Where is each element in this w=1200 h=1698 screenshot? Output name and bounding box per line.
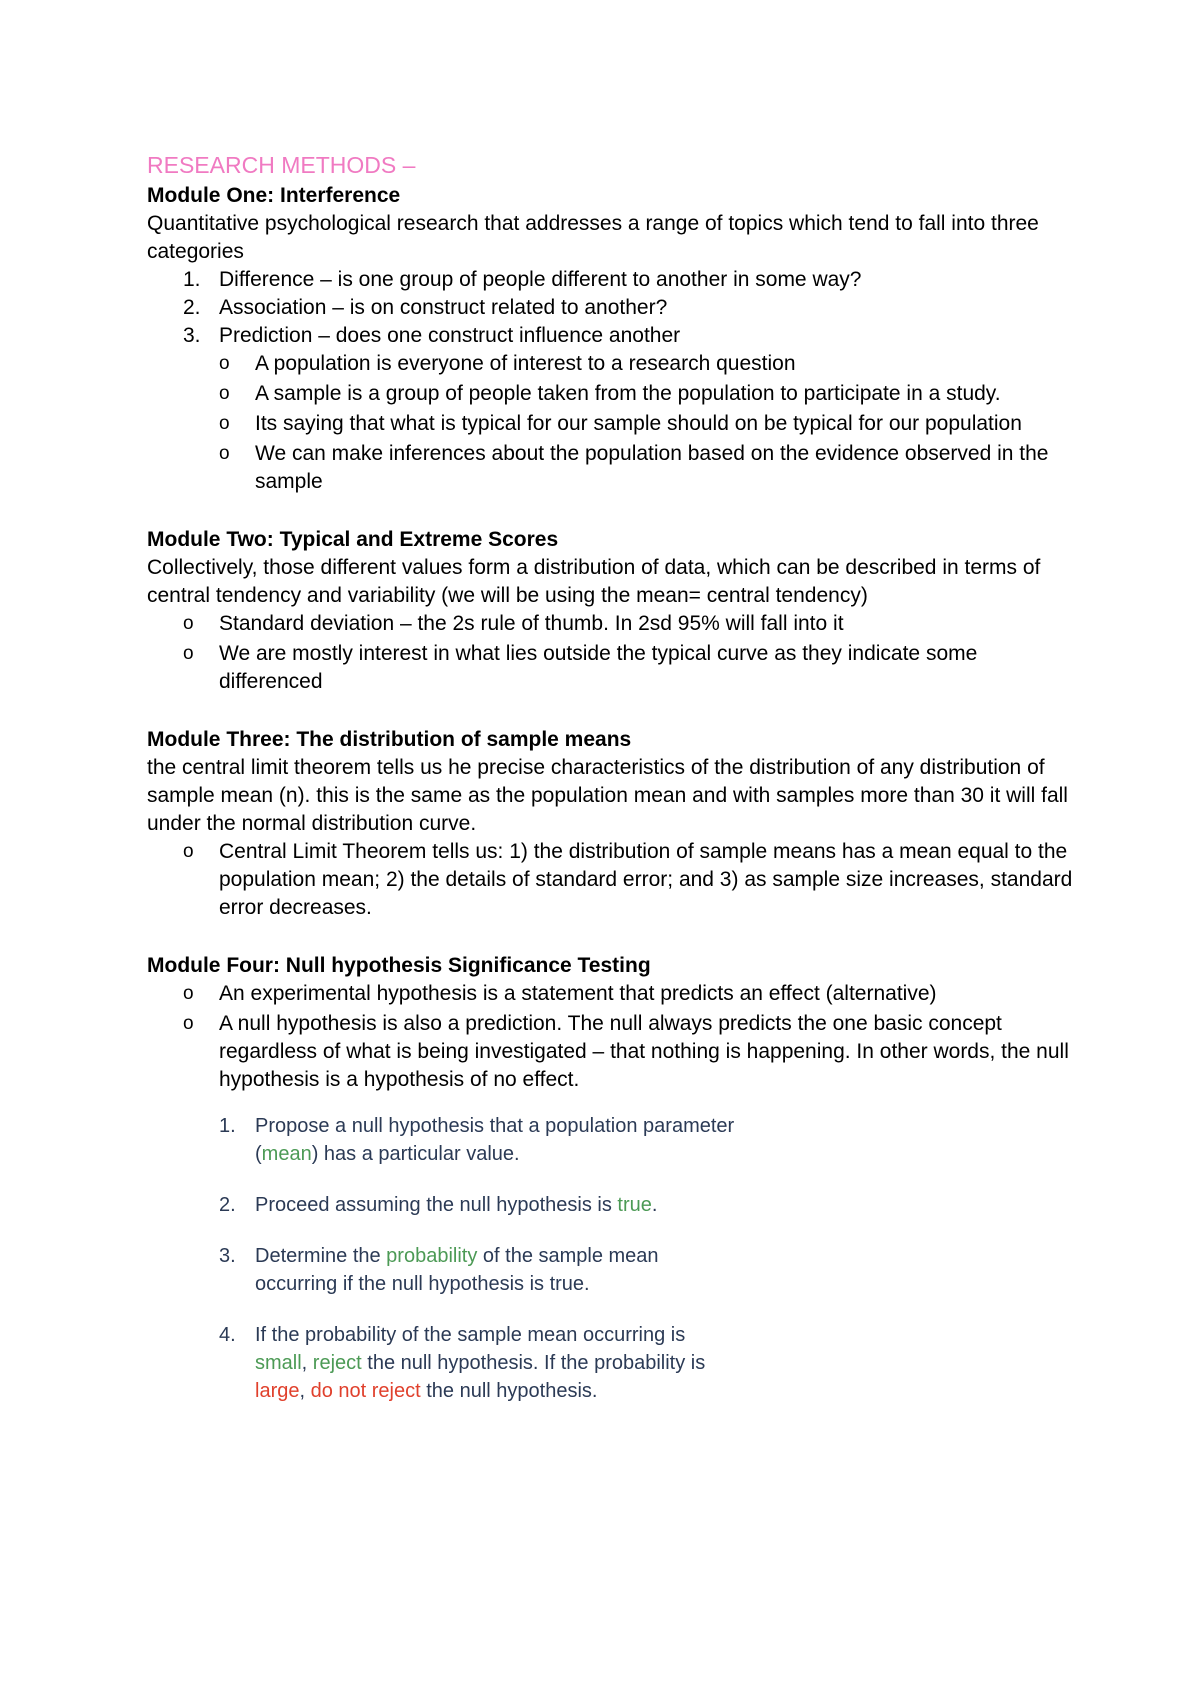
- list-item: o We are mostly interest in what lies outside the typical curve as they indicate some differenced: [183, 642, 978, 693]
- step-1: 1. Propose a null hypothesis that a population parameter (mean) has a particular value.: [219, 1115, 735, 1165]
- module-three-heading: Module Three: The distribution of sample means: [147, 728, 632, 751]
- module-two-intro: Collectively, those different values form a distribution of data, which can be described in terms of central tendency and variability (we will be using the mean= central tendency): [147, 556, 1041, 607]
- step-4: 4. If the probability of the sample mean occurring is small, reject the null hypothesis. If the probability is large, do not reject the null hypothesis.: [219, 1324, 706, 1402]
- bullet-icon: o: [183, 613, 194, 634]
- list-item: 3. Prediction – does one construct influence another: [183, 324, 681, 347]
- module-three-bullets: [147, 838, 1077, 922]
- bullet-icon: o: [219, 413, 230, 434]
- page-title: RESEARCH METHODS –: [147, 152, 416, 178]
- bullet-icon: o: [219, 443, 230, 464]
- step-2: 2. Proceed assuming the null hypothesis is true.: [219, 1194, 658, 1216]
- module-one-bullets: [147, 350, 1077, 496]
- bullet-icon: o: [219, 353, 230, 374]
- list-item: o A sample is a group of people taken from the population to participate in a study.: [147, 380, 1077, 408]
- step-3: 3. Determine the probability of the sample mean occurring if the null hypothesis is true.: [219, 1245, 659, 1295]
- list-item: o An experimental hypothesis is a statement that predicts an effect (alternative): [147, 980, 1077, 1008]
- module-one-heading: Module One: Interference: [147, 184, 401, 207]
- bullet-icon: o: [183, 643, 194, 664]
- nhst-steps: [147, 1112, 1077, 1405]
- list-item: o A population is everyone of interest to a research question: [147, 350, 1077, 378]
- module-one-categories: [147, 266, 1077, 350]
- list-item: o A null hypothesis is also a prediction. The null always predicts the one basic concept regardless of what is being investigated – that nothing is happening. In other words, the null hypothesis is a hypothesis of no effect.: [183, 1012, 1069, 1091]
- module-one-intro: Quantitative psychological research that addresses a range of topics which tend to fall into three categories: [147, 212, 1039, 263]
- bullet-icon: o: [183, 983, 194, 1004]
- module-three-intro: the central limit theorem tells us he precise characteristics of the distribution of any distribution of sample mean (n). this is the same as the population mean and with samples more than 30 it will fall under the normal distribution curve.: [147, 756, 1068, 835]
- bullet-icon: o: [183, 1013, 194, 1034]
- list-item: o Its saying that what is typical for our sample should on be typical for our population: [147, 410, 1077, 438]
- document-body: [147, 150, 1077, 1428]
- list-item: o We can make inferences about the population based on the evidence observed in the sample: [219, 442, 1049, 493]
- list-item: o Central Limit Theorem tells us: 1) the distribution of sample means has a mean equal to the population mean; 2) the details of standard error; and 3) as sample size increases, standard error decreases.: [183, 840, 1073, 919]
- list-item: o Standard deviation – the 2s rule of thumb. In 2sd 95% will fall into it: [147, 610, 1077, 638]
- list-item: 2. Association – is on construct related to another?: [183, 296, 668, 319]
- module-four-heading: Module Four: Null hypothesis Significance Testing: [147, 954, 651, 977]
- module-two-bullets: [147, 610, 1077, 696]
- bullet-icon: o: [183, 841, 194, 862]
- module-four-bullets: [147, 980, 1077, 1094]
- bullet-icon: o: [219, 383, 230, 404]
- module-two-heading: Module Two: Typical and Extreme Scores: [147, 528, 559, 551]
- list-item: 1. Difference – is one group of people different to another in some way?: [183, 268, 862, 291]
